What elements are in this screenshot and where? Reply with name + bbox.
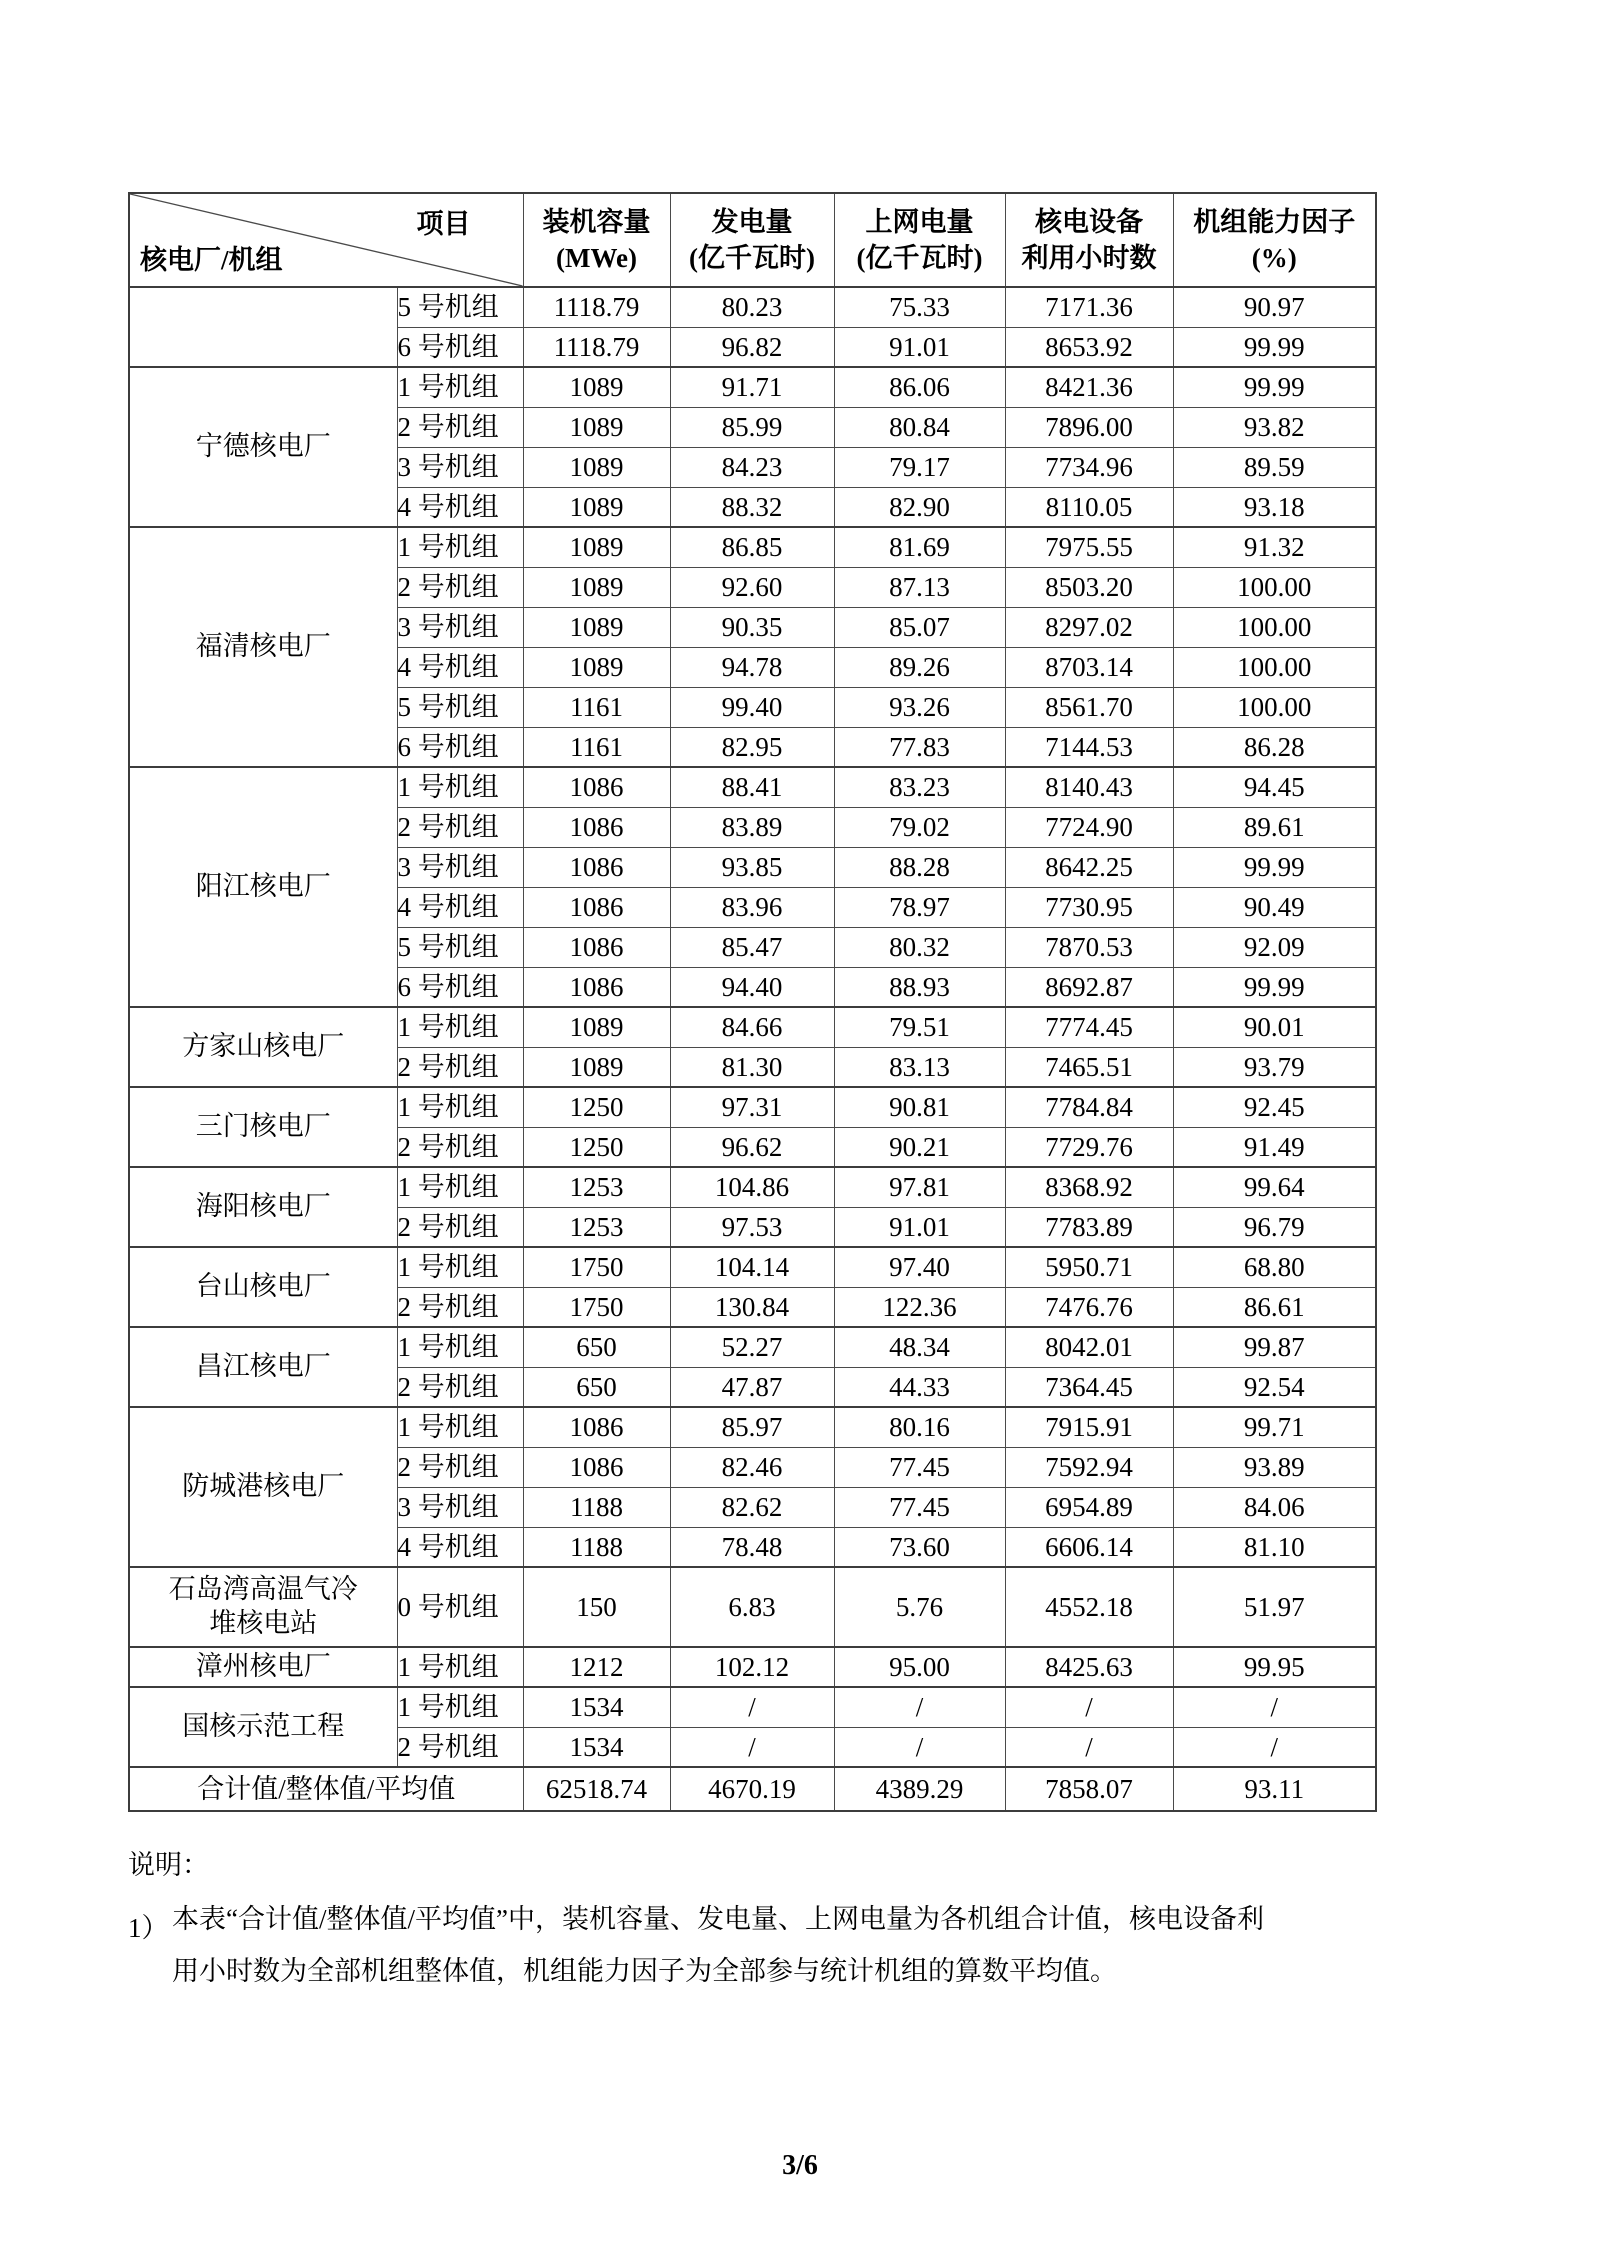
value-cell: 92.09 <box>1173 927 1376 967</box>
value-cell: 91.32 <box>1173 527 1376 567</box>
value-cell: 1161 <box>523 687 670 727</box>
total-row-label: 合计值/整体值/平均值 <box>129 1767 523 1811</box>
value-cell: 84.23 <box>670 447 834 487</box>
value-cell: 1250 <box>523 1127 670 1167</box>
unit-label-cell: 4 号机组 <box>397 1527 523 1567</box>
value-cell: 1086 <box>523 767 670 807</box>
value-cell: 89.61 <box>1173 807 1376 847</box>
table-row <box>129 767 1376 807</box>
value-cell: 122.36 <box>834 1287 1005 1327</box>
plant-name-cell: 石岛湾高温气冷 堆核电站 <box>129 1567 397 1647</box>
value-cell: 93.82 <box>1173 407 1376 447</box>
value-cell: 99.99 <box>1173 967 1376 1007</box>
value-cell: 90.49 <box>1173 887 1376 927</box>
value-cell: 4552.18 <box>1005 1567 1173 1647</box>
value-cell: 92.45 <box>1173 1087 1376 1127</box>
value-cell: 1089 <box>523 1007 670 1047</box>
unit-label-cell: 2 号机组 <box>397 1127 523 1167</box>
value-cell: 7734.96 <box>1005 447 1173 487</box>
value-cell: 150 <box>523 1567 670 1647</box>
value-cell: 83.96 <box>670 887 834 927</box>
unit-label-cell: 2 号机组 <box>397 1287 523 1327</box>
value-cell: 99.40 <box>670 687 834 727</box>
value-cell: 97.31 <box>670 1087 834 1127</box>
value-cell: 8692.87 <box>1005 967 1173 1007</box>
value-cell: / <box>1005 1727 1173 1767</box>
plant-name-cell: 昌江核电厂 <box>129 1327 397 1407</box>
value-cell: 93.89 <box>1173 1447 1376 1487</box>
value-cell: 8421.36 <box>1005 367 1173 407</box>
total-row <box>129 1767 1376 1811</box>
value-cell: 89.26 <box>834 647 1005 687</box>
value-cell: 73.60 <box>834 1527 1005 1567</box>
value-cell: 1118.79 <box>523 327 670 367</box>
value-cell: 1089 <box>523 447 670 487</box>
value-cell: 7476.76 <box>1005 1287 1173 1327</box>
unit-label-cell: 1 号机组 <box>397 1247 523 1287</box>
value-cell: 1086 <box>523 1407 670 1447</box>
value-cell: 7783.89 <box>1005 1207 1173 1247</box>
value-cell: 100.00 <box>1173 567 1376 607</box>
value-cell: 91.71 <box>670 367 834 407</box>
note-item-1 <box>128 1906 1488 1985</box>
value-cell: 1086 <box>523 927 670 967</box>
value-cell: 82.95 <box>670 727 834 767</box>
column-header-utilization-hours: 核电设备 利用小时数 <box>1005 193 1173 287</box>
value-cell: 104.14 <box>670 1247 834 1287</box>
column-header-capacity: 装机容量 (MWe) <box>523 193 670 287</box>
table-row <box>129 1327 1376 1367</box>
value-cell: 1086 <box>523 1447 670 1487</box>
value-cell: 90.35 <box>670 607 834 647</box>
value-cell: 91.01 <box>834 327 1005 367</box>
value-cell: 5950.71 <box>1005 1247 1173 1287</box>
value-cell: 83.23 <box>834 767 1005 807</box>
value-cell: 86.06 <box>834 367 1005 407</box>
value-cell: 100.00 <box>1173 607 1376 647</box>
value-cell: 99.64 <box>1173 1167 1376 1207</box>
unit-label-cell: 4 号机组 <box>397 487 523 527</box>
value-cell: 94.45 <box>1173 767 1376 807</box>
unit-label-cell: 2 号机组 <box>397 567 523 607</box>
value-cell: 82.46 <box>670 1447 834 1487</box>
column-header-capacity-factor: 机组能力因子 (%) <box>1173 193 1376 287</box>
value-cell: 83.89 <box>670 807 834 847</box>
value-cell: 96.79 <box>1173 1207 1376 1247</box>
value-cell: 7975.55 <box>1005 527 1173 567</box>
value-cell: 6606.14 <box>1005 1527 1173 1567</box>
value-cell: 1089 <box>523 1047 670 1087</box>
value-cell: / <box>834 1687 1005 1727</box>
value-cell: 79.17 <box>834 447 1005 487</box>
value-cell: 82.62 <box>670 1487 834 1527</box>
value-cell: 7171.36 <box>1005 287 1173 327</box>
unit-label-cell: 2 号机组 <box>397 1047 523 1087</box>
unit-label-cell: 1 号机组 <box>397 1007 523 1047</box>
value-cell: 7896.00 <box>1005 407 1173 447</box>
value-cell: 8561.70 <box>1005 687 1173 727</box>
value-cell: 1089 <box>523 527 670 567</box>
value-cell: / <box>670 1687 834 1727</box>
unit-label-cell: 6 号机组 <box>397 327 523 367</box>
value-cell: 90.21 <box>834 1127 1005 1167</box>
value-cell: 7465.51 <box>1005 1047 1173 1087</box>
value-cell: 88.93 <box>834 967 1005 1007</box>
nuclear-units-table <box>128 192 1377 1812</box>
value-cell: 1086 <box>523 887 670 927</box>
plant-name-cell: 福清核电厂 <box>129 527 397 767</box>
value-cell: 88.32 <box>670 487 834 527</box>
value-cell: 99.99 <box>1173 847 1376 887</box>
value-cell: 52.27 <box>670 1327 834 1367</box>
total-value-cell: 93.11 <box>1173 1767 1376 1811</box>
unit-label-cell: 1 号机组 <box>397 527 523 567</box>
unit-label-cell: 2 号机组 <box>397 407 523 447</box>
value-cell: 1089 <box>523 487 670 527</box>
plant-table-body <box>129 287 1376 1811</box>
table-row <box>129 1567 1376 1647</box>
table-row <box>129 367 1376 407</box>
value-cell: 1253 <box>523 1207 670 1247</box>
value-cell: 78.48 <box>670 1527 834 1567</box>
value-cell: 7729.76 <box>1005 1127 1173 1167</box>
value-cell: 1089 <box>523 567 670 607</box>
value-cell: 85.07 <box>834 607 1005 647</box>
value-cell: 75.33 <box>834 287 1005 327</box>
value-cell: 92.54 <box>1173 1367 1376 1407</box>
value-cell: 8110.05 <box>1005 487 1173 527</box>
value-cell: 8653.92 <box>1005 327 1173 367</box>
value-cell: 99.71 <box>1173 1407 1376 1447</box>
value-cell: 80.84 <box>834 407 1005 447</box>
value-cell: 1253 <box>523 1167 670 1207</box>
page-number: 3/6 <box>782 2150 818 2181</box>
value-cell: 1086 <box>523 847 670 887</box>
total-value-cell: 4670.19 <box>670 1767 834 1811</box>
unit-label-cell: 2 号机组 <box>397 807 523 847</box>
value-cell: 79.02 <box>834 807 1005 847</box>
table-row <box>129 1087 1376 1127</box>
value-cell: 94.40 <box>670 967 834 1007</box>
plant-name-cell: 阳江核电厂 <box>129 767 397 1007</box>
unit-label-cell: 5 号机组 <box>397 287 523 327</box>
value-cell: 79.51 <box>834 1007 1005 1047</box>
note-1-marker: 1） <box>128 1913 169 1943</box>
value-cell: 1089 <box>523 647 670 687</box>
value-cell: 47.87 <box>670 1367 834 1407</box>
value-cell: 97.81 <box>834 1167 1005 1207</box>
value-cell: 1161 <box>523 727 670 767</box>
value-cell: 7784.84 <box>1005 1087 1173 1127</box>
value-cell: 1534 <box>523 1687 670 1727</box>
unit-label-cell: 5 号机组 <box>397 687 523 727</box>
value-cell: 7915.91 <box>1005 1407 1173 1447</box>
unit-label-cell: 5 号机组 <box>397 927 523 967</box>
value-cell: 1534 <box>523 1727 670 1767</box>
value-cell: 7870.53 <box>1005 927 1173 967</box>
value-cell: 90.97 <box>1173 287 1376 327</box>
table-row <box>129 1167 1376 1207</box>
plant-name-cell: 海阳核电厂 <box>129 1167 397 1247</box>
unit-label-cell: 3 号机组 <box>397 607 523 647</box>
unit-label-cell: 0 号机组 <box>397 1567 523 1647</box>
value-cell: 7724.90 <box>1005 807 1173 847</box>
value-cell: 90.01 <box>1173 1007 1376 1047</box>
value-cell: 1089 <box>523 367 670 407</box>
table-row <box>129 1407 1376 1447</box>
unit-label-cell: 1 号机组 <box>397 1087 523 1127</box>
plant-name-cell: 三门核电厂 <box>129 1087 397 1167</box>
notes-section <box>128 1843 1488 2010</box>
value-cell: 1086 <box>523 807 670 847</box>
value-cell: 102.12 <box>670 1647 834 1687</box>
unit-label-cell: 1 号机组 <box>397 767 523 807</box>
value-cell: 77.83 <box>834 727 1005 767</box>
value-cell: 90.81 <box>834 1087 1005 1127</box>
value-cell: / <box>1005 1687 1173 1727</box>
value-cell: 99.99 <box>1173 327 1376 367</box>
value-cell: 1089 <box>523 607 670 647</box>
value-cell: 93.85 <box>670 847 834 887</box>
value-cell: 92.60 <box>670 567 834 607</box>
value-cell: 104.86 <box>670 1167 834 1207</box>
value-cell: 7730.95 <box>1005 887 1173 927</box>
value-cell: 6954.89 <box>1005 1487 1173 1527</box>
value-cell: 97.53 <box>670 1207 834 1247</box>
value-cell: 96.62 <box>670 1127 834 1167</box>
value-cell: 83.13 <box>834 1047 1005 1087</box>
column-header-ongrid: 上网电量 (亿千瓦时) <box>834 193 1005 287</box>
diagonal-label-plant-unit: 核电厂/机组 <box>140 244 283 275</box>
table-row <box>129 1647 1376 1687</box>
value-cell: 85.97 <box>670 1407 834 1447</box>
value-cell: 87.13 <box>834 567 1005 607</box>
unit-label-cell: 6 号机组 <box>397 967 523 1007</box>
value-cell: 1188 <box>523 1487 670 1527</box>
value-cell: 91.49 <box>1173 1127 1376 1167</box>
value-cell: 650 <box>523 1327 670 1367</box>
value-cell: 1188 <box>523 1527 670 1567</box>
value-cell: 99.95 <box>1173 1647 1376 1687</box>
value-cell: 8642.25 <box>1005 847 1173 887</box>
plant-name-cell: 国核示范工程 <box>129 1687 397 1767</box>
value-cell: 81.30 <box>670 1047 834 1087</box>
value-cell: 86.85 <box>670 527 834 567</box>
unit-label-cell: 1 号机组 <box>397 1327 523 1367</box>
value-cell: 8503.20 <box>1005 567 1173 607</box>
value-cell: 1086 <box>523 967 670 1007</box>
value-cell: 7774.45 <box>1005 1007 1173 1047</box>
value-cell: / <box>834 1727 1005 1767</box>
value-cell: 85.47 <box>670 927 834 967</box>
value-cell: 93.26 <box>834 687 1005 727</box>
value-cell: 93.79 <box>1173 1047 1376 1087</box>
table-header-row <box>129 193 1376 287</box>
plant-name-cell: 防城港核电厂 <box>129 1407 397 1567</box>
unit-label-cell: 2 号机组 <box>397 1727 523 1767</box>
unit-label-cell: 4 号机组 <box>397 647 523 687</box>
value-cell: 1250 <box>523 1087 670 1127</box>
value-cell: 86.61 <box>1173 1287 1376 1327</box>
unit-label-cell: 2 号机组 <box>397 1207 523 1247</box>
table-row <box>129 1687 1376 1727</box>
value-cell: 91.01 <box>834 1207 1005 1247</box>
value-cell: 7592.94 <box>1005 1447 1173 1487</box>
unit-label-cell: 1 号机组 <box>397 1167 523 1207</box>
value-cell: 89.59 <box>1173 447 1376 487</box>
unit-label-cell: 3 号机组 <box>397 1487 523 1527</box>
value-cell: 99.99 <box>1173 367 1376 407</box>
value-cell: 77.45 <box>834 1487 1005 1527</box>
value-cell: 1212 <box>523 1647 670 1687</box>
table-row <box>129 1007 1376 1047</box>
value-cell: 95.00 <box>834 1647 1005 1687</box>
plant-name-cell: 台山核电厂 <box>129 1247 397 1327</box>
table-row <box>129 287 1376 327</box>
value-cell: 5.76 <box>834 1567 1005 1647</box>
unit-label-cell: 1 号机组 <box>397 367 523 407</box>
value-cell: 100.00 <box>1173 647 1376 687</box>
value-cell: 94.78 <box>670 647 834 687</box>
value-cell: 1750 <box>523 1287 670 1327</box>
value-cell: 81.69 <box>834 527 1005 567</box>
value-cell: 80.32 <box>834 927 1005 967</box>
value-cell: / <box>1173 1727 1376 1767</box>
unit-label-cell: 3 号机组 <box>397 847 523 887</box>
value-cell: 8703.14 <box>1005 647 1173 687</box>
value-cell: 6.83 <box>670 1567 834 1647</box>
value-cell: 80.16 <box>834 1407 1005 1447</box>
table-row <box>129 1247 1376 1287</box>
value-cell: 84.66 <box>670 1007 834 1047</box>
value-cell: 100.00 <box>1173 687 1376 727</box>
value-cell: 8425.63 <box>1005 1647 1173 1687</box>
value-cell: 82.90 <box>834 487 1005 527</box>
value-cell: 1118.79 <box>523 287 670 327</box>
value-cell: 68.80 <box>1173 1247 1376 1287</box>
unit-label-cell: 2 号机组 <box>397 1367 523 1407</box>
plant-name-cell: 宁德核电厂 <box>129 367 397 527</box>
total-value-cell: 4389.29 <box>834 1767 1005 1811</box>
column-header-generation: 发电量 (亿千瓦时) <box>670 193 834 287</box>
value-cell: / <box>670 1727 834 1767</box>
value-cell: 85.99 <box>670 407 834 447</box>
value-cell: 7144.53 <box>1005 727 1173 767</box>
value-cell: 77.45 <box>834 1447 1005 1487</box>
value-cell: 97.40 <box>834 1247 1005 1287</box>
value-cell: 8140.43 <box>1005 767 1173 807</box>
value-cell: 48.34 <box>834 1327 1005 1367</box>
diagonal-header-cell <box>129 193 523 287</box>
total-value-cell: 7858.07 <box>1005 1767 1173 1811</box>
plant-name-cell: 方家山核电厂 <box>129 1007 397 1087</box>
notes-heading: 说明： <box>128 1850 209 1880</box>
value-cell: / <box>1173 1687 1376 1727</box>
unit-label-cell: 1 号机组 <box>397 1407 523 1447</box>
unit-label-cell: 2 号机组 <box>397 1447 523 1487</box>
value-cell: 1089 <box>523 407 670 447</box>
value-cell: 8042.01 <box>1005 1327 1173 1367</box>
plant-name-cell: 漳州核电厂 <box>129 1647 397 1687</box>
value-cell: 96.82 <box>670 327 834 367</box>
value-cell: 80.23 <box>670 287 834 327</box>
unit-label-cell: 1 号机组 <box>397 1647 523 1687</box>
plant-name-cell <box>129 287 397 367</box>
value-cell: 130.84 <box>670 1287 834 1327</box>
value-cell: 8368.92 <box>1005 1167 1173 1207</box>
value-cell: 81.10 <box>1173 1527 1376 1567</box>
note-1-line-1: 本表“合计值/整体值/平均值”中，装机容量、发电量、上网电量为各机组合计值，核电设备利 <box>172 1904 1264 1934</box>
value-cell: 1750 <box>523 1247 670 1287</box>
unit-label-cell: 1 号机组 <box>397 1687 523 1727</box>
note-1-line-2: 用小时数为全部机组整体值，机组能力因子为全部参与统计机组的算数平均值。 <box>172 1956 1117 1986</box>
value-cell: 51.97 <box>1173 1567 1376 1647</box>
value-cell: 7364.45 <box>1005 1367 1173 1407</box>
value-cell: 8297.02 <box>1005 607 1173 647</box>
table-row <box>129 527 1376 567</box>
value-cell: 86.28 <box>1173 727 1376 767</box>
value-cell: 650 <box>523 1367 670 1407</box>
value-cell: 78.97 <box>834 887 1005 927</box>
total-value-cell: 62518.74 <box>523 1767 670 1811</box>
value-cell: 99.87 <box>1173 1327 1376 1367</box>
value-cell: 84.06 <box>1173 1487 1376 1527</box>
unit-label-cell: 4 号机组 <box>397 887 523 927</box>
unit-label-cell: 6 号机组 <box>397 727 523 767</box>
diagonal-label-item: 项目 <box>416 209 471 239</box>
value-cell: 88.41 <box>670 767 834 807</box>
unit-label-cell: 3 号机组 <box>397 447 523 487</box>
value-cell: 93.18 <box>1173 487 1376 527</box>
value-cell: 88.28 <box>834 847 1005 887</box>
value-cell: 44.33 <box>834 1367 1005 1407</box>
